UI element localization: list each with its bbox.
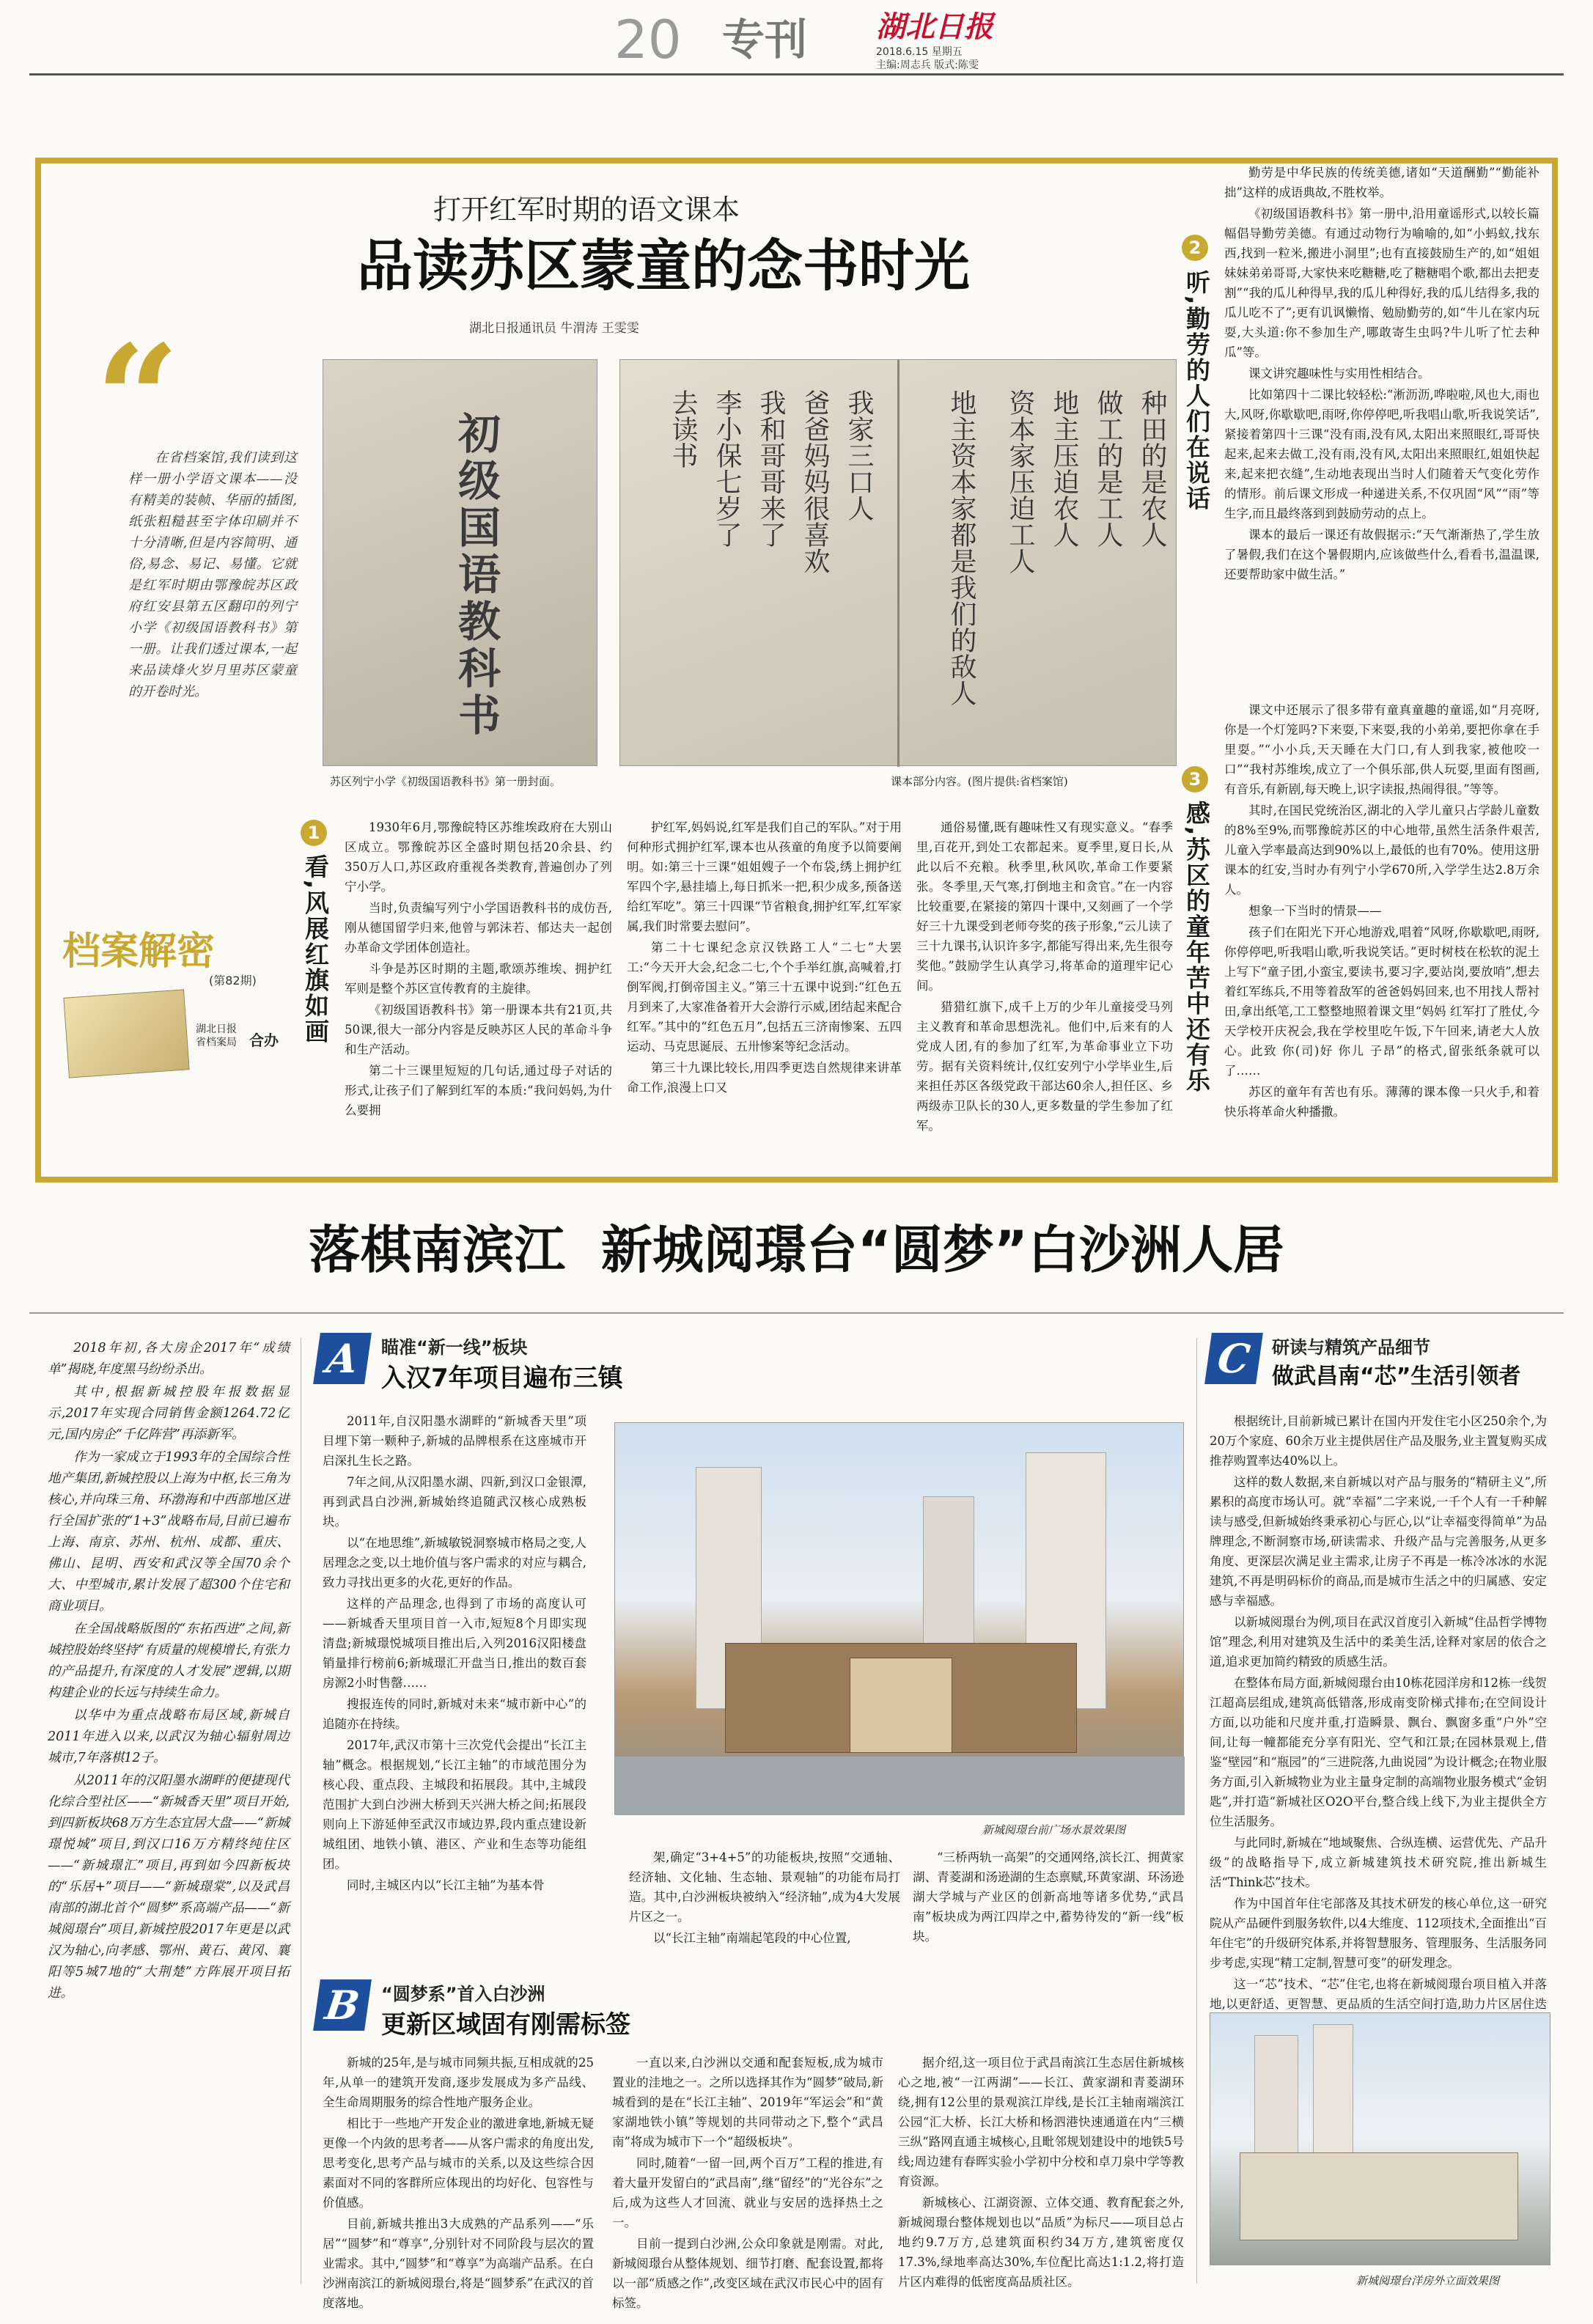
section-a-title: 入汉7年项目遍布三镇 bbox=[381, 1364, 623, 1393]
photo-caption-right: 课本部分内容。(图片提供:省档案馆) bbox=[891, 775, 1068, 788]
section-b-col2 bbox=[612, 2053, 883, 2310]
para: 比如第四十二课比较轻松:“淅沥沥,哗啦啦,风也大,雨也大,风呀,你歇歇吧,雨呀,你停停吧,听我唱山歌,听我说笑话”,紧接着第四十三课“没有雨,没有风,太阳出来照眼红,哥哥快起来,起来去做工,没有雨,没有风,太阳出来照眼红,姐姐快起来,起来把衣缝”,生动地表现出当时人们随着天气变化劳作的情形。前后课文形成一种递进关系,不仅巩固“风”“雨”等生字,而且最终落到到鼓励劳动的点上。 bbox=[1224, 388, 1539, 521]
section-b-col1 bbox=[323, 2053, 594, 2310]
editor-line: 主编:周志兵 版式:陈雯 bbox=[876, 59, 979, 71]
para: 其时,在国民党统治区,湖北的入学儿童只占学龄儿童数的8%至9%,而鄂豫皖苏区的中心地带,虽然生活条件艰苦,儿童入学率最高达到90%以上,最低的也有70%。使用这册课本的红安,当时办有列宁小学670所,入学学生达2.8万余人。 bbox=[1224, 804, 1539, 897]
para: 《初级国语教科书》第一册中,沿用童谣形式,以较长篇幅倡导勤劳美德。有通过动物行为喻喻的,如“小蚂蚁,找东西,找到一粒米,搬进小洞里”;也有直接鼓励生产的,如“姐姐妹妹弟弟哥哥,大家快来吃糖糖,吃了糖糖唱个歌,都出去把麦割”“我的瓜儿种得早,我的瓜儿种得好,我的瓜儿结得多,我的瓜儿吃不了”;更有讥讽懒惰、勉励勤劳的,如“牛儿在家内玩耍,大头道:你不参加生产,哪敢寄生虫吗?牛儿听了忙去种瓜”等。 bbox=[1224, 207, 1539, 359]
para: 以华中为重点战略布局区域,新城自2011年进入以来,以武汉为轴心辐射周边城市,7年落棋12子。 bbox=[48, 1708, 290, 1765]
page-header bbox=[0, 0, 1593, 70]
para: 同时,主城区内以“长江主轴”为基本骨 bbox=[347, 1878, 545, 1892]
section-c-body bbox=[1210, 1411, 1547, 2011]
quote-mark-icon: “ bbox=[95, 313, 180, 485]
textbook-cover-photo bbox=[323, 359, 597, 766]
facade-photo-caption: 新城阅璟台洋房外立面效果图 bbox=[1356, 2274, 1500, 2287]
column-credit2: 合办 bbox=[249, 1032, 279, 1049]
para: 这样的产品理念,也得到了市场的高度认可——新城香天里项目首一入市,短短8个月即实现清盘;新城璟悦城项目推出后,入列2016汉阳楼盘销量排行榜前6;新城璟汇开盘当日,推出的数百套房源2小时售罄…… bbox=[323, 1597, 586, 1690]
para: 第二十三课里短短的几句话,通过母子对话的形式,让孩子们了解到红军的本质:“我问妈妈,为什么要拥 bbox=[345, 1064, 612, 1117]
para: 课文中还展示了很多带有童真童趣的童谣,如“月亮呀,你是一个灯笼吗?下来耍,下来耍,我的小弟弟,要把你拿在手里耍。”“小小兵,天天睡在大门口,有人到我家,被他咬一口”“我村苏维埃,成立了一个俱乐部,供人玩耍,里面有图画,有音乐,有新剧,每天晚上,识字读报,热闹得很。”等等。 bbox=[1224, 703, 1539, 796]
feature-body-col2 bbox=[627, 817, 902, 1169]
page-col-7: 爸爸妈妈很喜欢 bbox=[800, 389, 830, 574]
para: 护红军,妈妈说,红军是我们自己的军队。”对于用何种形式拥护红军,课本也从孩童的角度予以简要阐明。如:第三十三课“姐姐嫂子一个布袋,绣上拥护红军四个字,悬挂墙上,每日抓米一把,积少成多,预备送给红军吃”。第三十四课“节省粮食,拥护红军,红军家属,我们时常要去慰问”。 bbox=[627, 820, 902, 933]
para: “三桥两轨一高架”的交通网络,滨长江、拥黄家湖、青菱湖和汤逊湖的生态禀赋,环黄家湖、环汤逊湖大学城与产业区的创新高地等诸多优势,“武昌南”板块成为两江四岸之中,蓄势待发的“新一线”板块。 bbox=[913, 1850, 1184, 1944]
section-3-number: 3 bbox=[1182, 766, 1208, 793]
facade-villa bbox=[1240, 2152, 1518, 2240]
para: 与此同时,新城在“地域聚焦、合纵连横、运营优先、产品升级”的战略指导下,成立新城建筑技术研究院,推出新城生活“Think芯”技术。 bbox=[1210, 1836, 1547, 1889]
column-badge bbox=[62, 920, 282, 1081]
page-col-4: 资本家压迫工人 bbox=[1005, 389, 1035, 574]
section-b-kicker: “圆梦系”首入白沙洲 bbox=[381, 1984, 545, 2004]
page-col-1: 种田的是农人 bbox=[1137, 389, 1167, 548]
para: 《初级国语教科书》第一册课本共有21页,共50课,很大一部分内容是反映苏区人民的革命斗争和生产活动。 bbox=[345, 1003, 612, 1056]
para: 其中,根据新城控股年报数据显示,2017年实现合同销售金额1264.72亿元,国内房企“千亿阵营”再添新军。 bbox=[48, 1385, 290, 1442]
feature-title: 品读苏区蒙童的念书时光 bbox=[357, 233, 970, 298]
para: 相比于一些地产开发企业的激进拿地,新城无疑更像一个内敛的思考者——从客户需求的角度出发,思考变化,思考产品与城市的关系,以及这些综合因素面对不同的客群所应体现出的均好化、包容性与价值感。 bbox=[323, 2117, 594, 2210]
page-col-3: 地主压迫农人 bbox=[1049, 389, 1079, 548]
section-c-title: 做武昌南“芯”生活引领者 bbox=[1272, 1364, 1521, 1389]
para: 新城的25年,是与城市同频共振,互相成就的25年,从单一的建筑开发商,逐步发展成为多产品线、全生命周期服务的综合性地产服务企业。 bbox=[323, 2056, 594, 2109]
column-issue: (第82期) bbox=[209, 974, 257, 988]
para: 作为中国首年住宅部落及其技术研发的核心单位,这一研究院从产品硬件到服务软件,以4大维度、112项技术,全面推出“百年住宅”的升级研究体系,并将智慧服务、管理服务、生活服务同步考虑,实现“精工定制,智慧可变”的研发理念。 bbox=[1210, 1897, 1547, 1970]
page-divider bbox=[897, 360, 899, 767]
para: 在整体布局方面,新城阅璟台由10栋花园洋房和12栋一线贺江超高层组成,建筑高低错落,形成南变阶梯式排布;在空间设计方面,以功能和尺度并重,打造瞬景、飘台、飘窗多重“户外”空间,让每一幢都能充分享有阳光、空气和江景;在园林景观上,借鉴“壁园”和“瓶园”的“三进院落,九曲说园”为设计概念;在物业服务方面,引入新城物业为业主量身定制的高端物业服务模式“金钥匙”,并打造“新城社区O2O平台,整合线上线下,为业主提供全方位生活服务。 bbox=[1210, 1676, 1547, 1828]
para: 孩子们在阳光下开心地游戏,唱着“风呀,你歇歇吧,雨呀,你停停吧,听我唱山歌,听我说笑话。”更时树枝在松软的泥土上写下“童子团,小蛮宝,要读书,要习字,要站岗,要放哨”,想去着红军练兵,不用等着敌军的爸爸妈妈回来,也不用找人帮衬田,拿出纸笔,工工整整地照着课文里“妈妈 红军打了胜仗,今天学校开庆祝会,我在学校里吃午饭,下午回来,请老大人放心。此致 你(司)好 你儿 子昂”的格式,留张纸条就可以了…… bbox=[1224, 925, 1539, 1078]
page-col-6: 我家三口人 bbox=[844, 389, 874, 521]
para: 第二十七课纪念京汉铁路工人“二七”大罢工:“今天开大会,纪念二七,个个手举红旗,高喊着,打倒军阀,打倒帝国主义。”第三十五课中说到:“红色五月到来了,大家准备着开大会游行示威,团结起来配合红军。”其中的“红色五月”,包括五三济南惨案、五四运动、马克思诞辰、五卅惨案等纪念活动。 bbox=[627, 941, 902, 1053]
para: 课本的最后一课还有故假据示:“天气渐渐热了,学生放了暑假,我们在这个暑假期内,应该做些什么,看看书,温温课,还要帮助家中做生活。” bbox=[1224, 528, 1539, 581]
para: 课文讲究趣味性与实用性相结合。 bbox=[1248, 367, 1430, 380]
para: 这样的数人数据,来自新城以对产品与服务的“精研主义”,所累积的高度市场认可。就“幸福”二字来说,一千个人有一千种解读与感受,但新城始终秉承初心与匠心,以“让幸福变得简单”为品牌理念,不断洞察市场,研读需求、升级产品与完善服务,从更多角度、更深层次满足业主需求,让房子不再是一栋冷冰冰的水泥建筑,不再是明码标价的商品,而是城市生活之中的归属感、安定感与幸福感。 bbox=[1210, 1475, 1547, 1608]
feature-body-col1 bbox=[345, 817, 612, 1169]
para: 7年之间,从汉阳墨水湖、四新,到汉口金银潭,再到武昌白沙洲,新城始终追随武汉核心成熟板块。 bbox=[323, 1475, 586, 1529]
para: 根据统计,目前新城已累计在国内开发住宅小区250余个,为20万个家庭、60余万业主提供居住产品及服务,业主置复购买成推荐购置率达40%以上。 bbox=[1210, 1414, 1547, 1468]
plaza-rendering-photo bbox=[614, 1422, 1184, 1814]
plaza-photo-caption: 新城阅璟台前广场水景效果图 bbox=[982, 1823, 1126, 1836]
section-a-col2 bbox=[629, 1847, 900, 1979]
para: 2011年,自汉阳墨水湖畔的“新城香天里”项目埋下第一颗种子,新城的品牌根系在这座城市开启深扎生长之路。 bbox=[323, 1414, 586, 1468]
para: 目前,新城共推出3大成熟的产品系列——“乐居”“圆梦”和“尊享”,分别针对不同阶段与层次的置业需求。其中,“圆梦”和“尊享”为高端产品系。在白沙洲南滨江的新城阅璟台,将是“圆梦系”在武汉的首度落地。 bbox=[323, 2217, 594, 2310]
section-b-title: 更新区域固有刚需标签 bbox=[381, 2010, 630, 2040]
feature-right-col-top bbox=[1224, 163, 1539, 694]
section-a-badge: A bbox=[313, 1333, 372, 1384]
section-c-badge: C bbox=[1204, 1333, 1263, 1384]
feature-kicker: 打开红军时期的语文课本 bbox=[433, 194, 740, 226]
page-col-5: 地主资本家都是我们的敌人 bbox=[946, 389, 976, 706]
page-col-9: 李小保七岁了 bbox=[712, 389, 742, 548]
para: 从2011年的汉阳墨水湖畔的便捷现代化综合型社区——“新城香天里”项目开始,到四新板块68万方生态宜居大盘——“新城璟悦城”项目,到汉口16万方精终纯住区——“新城璟汇”项目,再到如今四新板块的“乐居+”项目——“新城璟棠”,以及武昌南部的湖北首个“圆梦”系高端产品——“新城阅璟台”项目,新城控股2017年更是以武汉为轴心,向孝感、鄂州、黄石、黄冈、襄阳等5城7地的“大荆楚”方阵展开项目拓进。 bbox=[48, 1773, 290, 2001]
feature-body-col3 bbox=[916, 817, 1173, 1169]
para: 搜报连传的同时,新城对未来“城市新中心”的追随亦在持续。 bbox=[323, 1697, 586, 1731]
section-2-title: 听,勤劳的人们在说话 bbox=[1182, 270, 1211, 512]
para: 作为一家成立于1993年的全国综合性地产集团,新城控股以上海为中枢,长三角为核心,并向珠三角、环渤海和中西部地区进行全国扩张的“1+3”战略布局,目前已遍布上海、南京、苏州、杭州、成都、重庆、佛山、昆明、西安和武汉等全国70余个大、中型城市,累计发展了超300个住宅和商业项目。 bbox=[48, 1450, 290, 1614]
column-credit: 湖北日报 省档案局 bbox=[196, 1023, 237, 1048]
section-2-number: 2 bbox=[1182, 235, 1208, 261]
para: 通俗易懂,既有趣味性又有现实意义。“春季里,百花开,到处工农都起来。夏季里,夏日长,从此以后不充粮。秋季里,秋风吹,革命工作要紧张。冬季里,天气寒,打倒地主和贪官。”在一内容比较重要,在紧接的第四十课中,又刻画了一个学好三十九课受到老师夸奖的孩子形象,“云儿读了三十九课书,认识许多字,都能写得出来,先生很夸奖他。”鼓励学生认真学习,将革命的道理牢记心间。 bbox=[916, 820, 1173, 993]
page-col-2: 做工的是工人 bbox=[1093, 389, 1123, 548]
para: 第三十九课比较长,用四季更迭自然规律来讲革命工作,浪漫上口又 bbox=[627, 1061, 902, 1095]
para: 这一“芯”技术、“芯”住宅,也将在新城阅璟台项目植入并落地,以更舒适、更智慧、更品质的生活空间打造,助力片区居住迭 bbox=[1210, 1977, 1547, 2011]
feature-byline: 湖北日报通讯员 牛渭涛 王雯雯 bbox=[469, 321, 639, 336]
para: 苏区的童年有苦也有乐。薄薄的课本像一只火手,和着快乐将革命火种播撒。 bbox=[1224, 1085, 1539, 1119]
photo-caption-left: 苏区列宁小学《初级国语教科书》第一册封面。 bbox=[330, 775, 562, 788]
realestate-left-col bbox=[48, 1338, 290, 2284]
para: 据介绍,这一项目位于武昌南滨江生态居住新城核心之地,被“一江两湖”——长江、黄家湖和青菱湖环绕,拥有12公里的景观滨江岸线,是长江主轴南端滨江公园“汇大桥、长江大桥和杨泗港快速通道在内“三横三纵”路网直通主城核心,且毗邻规划建设中的地铁5号线;周边建有春晖实验小学初中分校和卓刀泉中学等教育资源。 bbox=[898, 2056, 1184, 2188]
para: 同时,随着“一留一回,两个百万”工程的推进,有着大量开发留白的“武昌南”,继“留经”的“光谷东”之后,成为这些人才回流、就业与安居的选择热土之一。 bbox=[612, 2156, 883, 2229]
facade-rendering-photo bbox=[1210, 2012, 1550, 2265]
headline-rule bbox=[29, 1312, 1564, 1314]
column-name: 档案解密 bbox=[62, 930, 216, 974]
para: 在全国战略版图的“东拓西进”之间,新城控股始终坚持“有质量的规模增长,有张力的产品提升,有深度的人才发展”逻辑,以期构建企业的长远与持续生命力。 bbox=[48, 1622, 290, 1700]
para: 勤劳是中华民族的传统美德,诸如“天道酬勤”“勤能补拙”这样的成语典故,不胜枚举。 bbox=[1224, 166, 1539, 199]
masthead-logo: 湖北日报 bbox=[876, 10, 993, 44]
feature-right-col-bottom bbox=[1224, 700, 1539, 1169]
section-a-col3 bbox=[913, 1847, 1184, 1979]
textbook-pages-photo bbox=[619, 359, 1177, 766]
section-name: 专刊 bbox=[722, 15, 808, 65]
para: 新城核心、江湖资源、立体交通、教育配套之外,新城阅璟台整体规划也以“品质”为标尺——项目总占地约9.7万方,总建筑面积约34万方,建筑密度仅17.3%,绿地率高达30%,车位配比高达1:1.2,将打造片区内难得的低密度高品质社区。 bbox=[898, 2196, 1184, 2289]
header-rule bbox=[29, 73, 1564, 76]
section-b-badge: B bbox=[313, 1979, 372, 2031]
page-number: 20 bbox=[614, 9, 682, 70]
water-feature bbox=[615, 1757, 1185, 1815]
date-line: 2018.6.15 星期五 bbox=[876, 46, 963, 58]
para: 以“长江主轴”南端起笔段的中心位置, bbox=[653, 1931, 851, 1945]
section-c-kicker: 研读与精筑产品细节 bbox=[1272, 1337, 1430, 1358]
para: 一直以来,白沙洲以交通和配套短板,成为城市置业的洼地之一。之所以选择其作为“圆梦”破局,新城看到的是在“长江主轴”、2019年“军运会”和“黄家湖地铁小镇”等规划的共同带动之下,整个“武昌南”将成为城市下一个“超级板块”。 bbox=[612, 2056, 883, 2149]
section-3-title: 感,苏区的童年苦中还有乐 bbox=[1182, 801, 1211, 1094]
para: 斗争是苏区时期的主题,歌颂苏维埃、拥护红军则是整个苏区宣传教育的主旋律。 bbox=[345, 962, 612, 996]
column-rule bbox=[1196, 1338, 1197, 2284]
para: 2018年初,各大房企2017年“成绩单”揭晓,年度黑马纷纷杀出。 bbox=[48, 1341, 290, 1377]
para: 目前一提到白沙洲,公众印象就是刚需。对此,新城阅璟台从整体规划、细节打磨、配套设置,都将以一部“质感之作”,改变区域在武汉市民心中的固有标签。 bbox=[612, 2237, 883, 2310]
para: 当时,负责编写列宁小学国语教科书的成仿吾,刚从德国留学归来,他曾与郭沫若、郁达夫一起创办革命文学团体创造社。 bbox=[345, 901, 612, 955]
section-1-number: 1 bbox=[301, 820, 327, 846]
section-1-title: 看,风展红旗如画 bbox=[301, 854, 330, 1045]
section-a-kicker: 瞄准“新一线”板块 bbox=[381, 1337, 528, 1358]
cover-title-text: 初级国语教科书 bbox=[451, 411, 501, 740]
feature-intro bbox=[128, 447, 297, 880]
page-col-10: 去读书 bbox=[668, 389, 698, 468]
intro-text: 在省档案馆,我们读到这样一册小学语文课本——没有精美的装帧、华丽的插图,纸张粗糙甚至字体印刷并不十分清晰,但是内容简明、通俗,易念、易记、易懂。它就是红军时期由鄂豫皖苏区政府红安县第五区翻印的列宁小学《初级国语教科书》第一册。让我们透过课本,一起来品读烽火岁月里苏区蒙童的开卷时光。 bbox=[128, 450, 297, 699]
para: 想象一下当时的情景—— bbox=[1248, 904, 1382, 918]
para: 2017年,武汉市第十三次党代会提出“长江主轴”概念。根据规划,“长江主轴”的市域范围分为核心段、重点段、主城段和拓展段。其中,主城段范围扩大到白沙洲大桥到天兴洲大桥之间;拓展段则向上下游延伸至武汉市域边界,段内重点建设新城组团、地铁小镇、港区、产业和生态等功能组团。 bbox=[323, 1738, 586, 1871]
para: 猎猎红旗下,成千上万的少年儿童接受马列主义教育和革命思想洗礼。他们中,后来有的人党成人团,有的参加了红军,为革命事业立下功劳。据有关资料统计,仅红安列宁小学毕业生,后来担任苏区各级党政干部达60余人,担任区、乡两级赤卫队长的30人,更多数量的学生参加了红军。 bbox=[916, 1000, 1173, 1133]
para: 架,确定“3+4+5”的功能板块,按照“交通轴、经济轴、文化轴、生态轴、景观轴”的功能布局打造。其中,白沙洲板块被纳入“经济轴”,成为4大发展片区之一。 bbox=[629, 1850, 900, 1924]
page-col-8: 我和哥哥来了 bbox=[756, 389, 786, 548]
realestate-headline: 落棋南滨江 新城阅璟台“圆梦”白沙洲人居 bbox=[309, 1220, 1284, 1280]
entrance-gate bbox=[850, 1658, 952, 1753]
para: 以“在地思维”,新城敏锐洞察城市格局之变,人居理念之变,以土地价值与客户需求的对应与耦合,致力寻找出更多的火花,更好的作品。 bbox=[323, 1536, 586, 1589]
section-b-col3 bbox=[898, 2053, 1184, 2295]
para: 1930年6月,鄂豫皖特区苏维埃政府在大别山区成立。鄂豫皖苏区全盛时期包括20余县、约350万人口,苏区政府重视各类教育,普遍创办了列宁小学。 bbox=[345, 820, 612, 894]
archive-folder-icon bbox=[63, 989, 189, 1078]
para: 以新城阅璟台为例,项目在武汉首度引入新城“住品哲学博物馆”理念,利用对建筑及生活中的柔美生活,诠释对家居的依合之道,追求更加简约精致的质感生活。 bbox=[1210, 1615, 1547, 1669]
